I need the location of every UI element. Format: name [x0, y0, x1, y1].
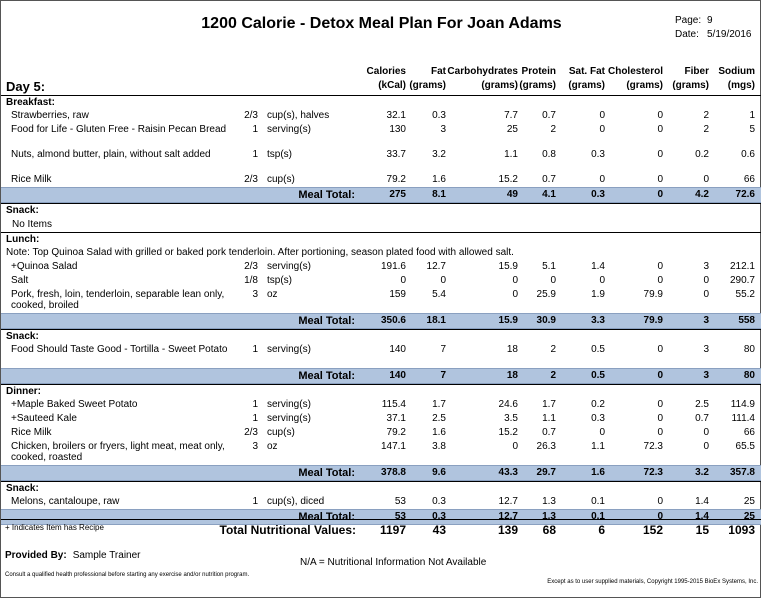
grand-total-label: Total Nutritional Values:: [219, 523, 356, 537]
food-carbohydrates: 15.9: [498, 261, 518, 272]
food-carbohydrates: 25: [506, 124, 518, 135]
food-carbohydrates: 0: [512, 289, 518, 300]
meal-total-fat: 8.1: [432, 189, 446, 200]
food-cholesterol: 0: [657, 149, 663, 160]
food-calories: 79.2: [386, 427, 406, 438]
provided-by-label: Provided By:: [5, 550, 67, 561]
meal-total-sodium: 357.8: [729, 467, 755, 478]
food-protein: 1.1: [542, 413, 556, 424]
food-sodium: 55.2: [735, 289, 755, 300]
meal-total-calories: 378.8: [380, 467, 406, 478]
food-fat: 7: [440, 344, 446, 355]
food-cholesterol: 0: [657, 261, 663, 272]
food-sat-fat: 0.3: [591, 149, 605, 160]
meal-total-fat: 18.1: [426, 315, 446, 326]
copyright-notice: Except as to user supplied materials, Copyright 1995-2015 BioEx Systems, Inc.: [547, 579, 758, 585]
food-sodium: 290.7: [729, 275, 755, 286]
food-name: Strawberries, raw: [11, 110, 89, 121]
meal-total-sodium: 558: [738, 315, 755, 326]
food-quantity: 1: [252, 496, 258, 507]
food-fiber: 0.2: [695, 149, 709, 160]
food-name: Melons, cantaloupe, raw: [11, 496, 120, 507]
column-header-sodium: Sodium (mgs): [718, 66, 755, 91]
food-carbohydrates: 7.7: [504, 110, 518, 121]
food-name: Rice Milk: [11, 427, 52, 438]
food-name: Pork, fresh, loin, tenderloin, separable lean only, cooked, broiled: [11, 289, 225, 311]
grand-total-carbohydrates: 139: [497, 523, 518, 537]
food-row: [1, 288, 761, 313]
food-fat: 0: [440, 275, 446, 286]
column-header-protein: Protein (grams): [519, 66, 556, 91]
food-unit: tsp(s): [267, 275, 292, 286]
meal-sections: [1, 95, 761, 525]
food-sodium: 25: [743, 496, 755, 507]
food-fiber: 0: [703, 441, 709, 452]
meal-total-carbohydrates: 15.9: [498, 315, 518, 326]
food-calories: 0: [400, 275, 406, 286]
food-cholesterol: 79.9: [643, 289, 663, 300]
meal-total-cholesterol: 0: [657, 370, 663, 381]
food-fiber: 0: [703, 427, 709, 438]
meal-section: [1, 95, 761, 203]
meal-total-protein: 1.3: [542, 511, 556, 522]
food-protein: 2: [550, 344, 556, 355]
meal-total-protein: 4.1: [542, 189, 556, 200]
food-carbohydrates: 0: [512, 441, 518, 452]
na-note: N/A = Nutritional Information Not Available: [300, 557, 487, 568]
meal-name: Lunch:: [6, 234, 40, 245]
food-protein: 5.1: [542, 261, 556, 272]
meal-name: Snack:: [6, 483, 39, 494]
recipe-legend: + Indicates Item has Recipe: [5, 523, 104, 532]
food-fat: 2.5: [432, 413, 446, 424]
page-number: [675, 15, 713, 26]
grand-total-row: [1, 519, 761, 540]
food-quantity: 2/3: [244, 174, 258, 185]
meal-total-sodium: 80: [743, 370, 755, 381]
food-carbohydrates: 1.1: [504, 149, 518, 160]
food-row: [1, 148, 761, 173]
food-fiber: 0: [703, 275, 709, 286]
grand-total-calories: 1197: [379, 523, 406, 537]
food-sodium: 114.9: [730, 399, 755, 410]
food-unit: cup(s), diced: [267, 496, 325, 507]
food-fiber: 0: [703, 289, 709, 300]
column-header-cholesterol: Cholesterol (grams): [607, 66, 663, 91]
food-carbohydrates: 0: [512, 275, 518, 286]
food-calories: 147.1: [380, 441, 406, 452]
meal-total-fiber: 3.2: [695, 467, 709, 478]
food-name: +Maple Baked Sweet Potato: [11, 399, 138, 410]
food-fat: 1.6: [432, 427, 446, 438]
meal-total-calories: 275: [389, 189, 406, 200]
food-sat-fat: 0.5: [591, 344, 605, 355]
food-row: [1, 426, 761, 440]
food-row: [1, 109, 761, 123]
food-fiber: 0: [703, 174, 709, 185]
page-title: 1200 Calorie - Detox Meal Plan For Joan Adams: [201, 15, 562, 32]
meal-total-label: Meal Total:: [298, 189, 355, 201]
food-quantity: 1: [252, 344, 258, 355]
food-cholesterol: 0: [657, 427, 663, 438]
food-unit: serving(s): [267, 344, 311, 355]
food-quantity: 1: [252, 124, 258, 135]
no-items-text: No Items: [12, 219, 53, 230]
food-fat: 0.3: [432, 496, 446, 507]
food-sodium: 0.6: [741, 149, 755, 160]
meal-note: Note: Top Quinoa Salad with grilled or baked pork tenderloin. After portioning, season plated food with allowed salt.: [6, 247, 514, 258]
food-quantity: 2/3: [244, 261, 258, 272]
food-name: +Quinoa Salad: [11, 261, 78, 272]
food-cholesterol: 0: [657, 413, 663, 424]
day-label: Day 5:: [6, 79, 46, 94]
meal-total-sodium: 72.6: [735, 189, 755, 200]
meal-total-label: Meal Total:: [298, 315, 355, 327]
meal-total-protein: 29.7: [536, 467, 556, 478]
meal-total-cholesterol: 0: [657, 511, 663, 522]
meal-total-fat: 7: [440, 370, 446, 381]
food-protein: 25.9: [536, 289, 556, 300]
food-quantity: 1: [252, 413, 258, 424]
day-header: [1, 65, 761, 95]
food-fat: 0.3: [432, 110, 446, 121]
meal-total-sat-fat: 0.5: [591, 370, 605, 381]
food-unit: serving(s): [267, 413, 311, 424]
meal-total-row: [1, 465, 761, 481]
food-unit: oz: [267, 289, 278, 300]
food-calories: 37.1: [386, 413, 406, 424]
food-sodium: 212.1: [729, 261, 755, 272]
food-unit: serving(s): [267, 124, 311, 135]
meal-total-calories: 350.6: [380, 315, 406, 326]
food-carbohydrates: 15.2: [498, 174, 518, 185]
food-unit: tsp(s): [267, 149, 292, 160]
food-cholesterol: 0: [657, 399, 663, 410]
food-calories: 79.2: [386, 174, 406, 185]
meal-total-cholesterol: 72.3: [643, 467, 663, 478]
food-calories: 130: [389, 124, 406, 135]
food-carbohydrates: 15.2: [498, 427, 518, 438]
food-protein: 26.3: [536, 441, 556, 452]
food-fiber: 2: [703, 110, 709, 121]
food-sodium: 80: [743, 344, 755, 355]
meal-total-sat-fat: 0.3: [591, 189, 605, 200]
food-quantity: 3: [252, 289, 258, 300]
food-cholesterol: 0: [657, 496, 663, 507]
food-carbohydrates: 18: [506, 344, 518, 355]
meal-total-protein: 30.9: [536, 315, 556, 326]
food-fiber: 2: [703, 124, 709, 135]
meal-total-calories: 53: [394, 511, 406, 522]
meal-total-cholesterol: 0: [657, 189, 663, 200]
consult-disclaimer: Consult a qualified health professional before starting any exercise and/or nutrition program.: [5, 572, 250, 578]
food-fiber: 0.7: [695, 413, 709, 424]
food-fat: 5.4: [432, 289, 446, 300]
food-name: Rice Milk: [11, 174, 52, 185]
report-date: [675, 29, 752, 40]
food-protein: 0.8: [542, 149, 556, 160]
food-calories: 32.1: [386, 110, 406, 121]
food-carbohydrates: 12.7: [498, 496, 518, 507]
meal-total-calories: 140: [389, 370, 406, 381]
food-sat-fat: 0: [599, 124, 605, 135]
food-sodium: 5: [749, 124, 755, 135]
page-number-label: Page:: [675, 15, 702, 26]
meal-total-row: [1, 187, 761, 203]
meal-total-sat-fat: 0.1: [591, 511, 605, 522]
food-sodium: 111.4: [731, 413, 755, 424]
food-name: Salt: [11, 275, 29, 286]
column-header-sat-fat: Sat. Fat (grams): [568, 66, 605, 91]
food-unit: serving(s): [267, 399, 311, 410]
food-sat-fat: 1.4: [591, 261, 605, 272]
food-cholesterol: 0: [657, 124, 663, 135]
column-header-carbohydrates: Carbohydrates (grams): [447, 66, 518, 91]
food-carbohydrates: 24.6: [498, 399, 518, 410]
meal-total-label: Meal Total:: [298, 370, 355, 382]
grand-total-cholesterol: 152: [642, 523, 663, 537]
food-quantity: 1: [252, 149, 258, 160]
food-cholesterol: 0: [657, 174, 663, 185]
meal-total-fat: 9.6: [432, 467, 446, 478]
food-sat-fat: 0.3: [591, 413, 605, 424]
food-protein: 1.7: [542, 399, 556, 410]
page-number-value: 9: [707, 15, 713, 26]
meal-total-fiber: 3: [703, 370, 709, 381]
grand-total-sodium: 1093: [728, 523, 755, 537]
food-calories: 140: [389, 344, 406, 355]
food-sodium: 65.5: [735, 441, 755, 452]
meal-section: [1, 203, 761, 232]
food-name: Food Should Taste Good - Tortilla - Sweet Potato: [11, 344, 228, 355]
meal-total-fiber: 4.2: [695, 189, 709, 200]
food-cholesterol: 0: [657, 344, 663, 355]
meal-section: [1, 384, 761, 481]
grand-total-sat-fat: 6: [598, 523, 605, 537]
food-quantity: 1: [252, 399, 258, 410]
food-unit: oz: [267, 441, 278, 452]
food-row: [1, 274, 761, 288]
food-unit: cup(s): [267, 174, 295, 185]
meal-total-fiber: 1.4: [695, 511, 709, 522]
provided-by: [5, 550, 141, 561]
meal-section: [1, 232, 761, 329]
food-sodium: 66: [743, 174, 755, 185]
food-row: [1, 260, 761, 274]
meal-total-carbohydrates: 12.7: [498, 511, 518, 522]
food-sodium: 66: [743, 427, 755, 438]
meal-total-carbohydrates: 49: [506, 189, 518, 200]
food-fiber: 1.4: [695, 496, 709, 507]
food-protein: 2: [550, 124, 556, 135]
meal-total-row: [1, 313, 761, 329]
food-calories: 115.4: [381, 399, 406, 410]
column-header-fat: Fat (grams): [409, 66, 446, 91]
meal-name: Snack:: [6, 331, 39, 342]
food-protein: 1.3: [542, 496, 556, 507]
meal-name: Dinner:: [6, 386, 41, 397]
food-unit: cup(s): [267, 427, 295, 438]
food-calories: 53: [394, 496, 406, 507]
food-protein: 0.7: [542, 110, 556, 121]
food-row: [1, 398, 761, 412]
food-sat-fat: 0: [599, 275, 605, 286]
meal-total-cholesterol: 79.9: [643, 315, 663, 326]
food-row: [1, 173, 761, 187]
food-quantity: 2/3: [244, 427, 258, 438]
meal-name: Snack:: [6, 205, 39, 216]
meal-total-label: Meal Total:: [298, 511, 355, 523]
food-row: [1, 412, 761, 426]
food-unit: cup(s), halves: [267, 110, 330, 121]
meal-total-protein: 2: [550, 370, 556, 381]
meal-total-sat-fat: 3.3: [591, 315, 605, 326]
food-protein: 0.7: [542, 427, 556, 438]
meal-total-carbohydrates: 18: [506, 370, 518, 381]
grand-total-protein: 68: [542, 523, 556, 537]
column-header-calories: Calories (kCal): [366, 66, 406, 91]
food-name: Chicken, broilers or fryers, light meat, meat only, cooked, roasted: [11, 441, 225, 463]
food-sat-fat: 1.9: [591, 289, 605, 300]
food-name: Food for Life - Gluten Free - Raisin Pecan Bread: [11, 124, 227, 135]
meal-total-row: [1, 368, 761, 384]
meal-total-label: Meal Total:: [298, 467, 355, 479]
food-carbohydrates: 3.5: [504, 413, 518, 424]
meal-section: [1, 329, 761, 384]
food-name: Nuts, almond butter, plain, without salt added: [11, 149, 211, 160]
grand-total-fat: 43: [432, 523, 446, 537]
meal-total-sodium: 25: [743, 511, 755, 522]
food-fiber: 3: [703, 344, 709, 355]
food-row: [1, 123, 761, 148]
food-row: [1, 343, 761, 368]
food-row: [1, 495, 761, 509]
food-quantity: 1/8: [244, 275, 258, 286]
food-fiber: 3: [703, 261, 709, 272]
meal-name: Breakfast:: [6, 97, 55, 108]
food-sat-fat: 0: [599, 110, 605, 121]
food-sat-fat: 0: [599, 174, 605, 185]
food-fat: 3: [440, 124, 446, 135]
food-fat: 1.7: [432, 399, 446, 410]
grand-total-fiber: 15: [695, 523, 709, 537]
provided-by-value: Sample Trainer: [72, 550, 141, 561]
food-unit: serving(s): [267, 261, 311, 272]
report-date-value: 5/19/2016: [707, 29, 752, 40]
food-sat-fat: 0: [599, 427, 605, 438]
food-name: +Sauteed Kale: [11, 413, 77, 424]
food-sat-fat: 1.1: [591, 441, 605, 452]
meal-total-sat-fat: 1.6: [591, 467, 605, 478]
food-calories: 191.6: [380, 261, 406, 272]
meal-total-carbohydrates: 43.3: [498, 467, 518, 478]
report-date-label: Date:: [675, 29, 699, 40]
food-quantity: 2/3: [244, 110, 258, 121]
food-protein: 0.7: [542, 174, 556, 185]
food-cholesterol: 72.3: [643, 441, 663, 452]
food-quantity: 3: [252, 441, 258, 452]
meal-total-fiber: 3: [703, 315, 709, 326]
food-calories: 33.7: [386, 149, 406, 160]
food-calories: 159: [389, 289, 406, 300]
food-sat-fat: 0.1: [591, 496, 605, 507]
food-protein: 0: [550, 275, 556, 286]
food-cholesterol: 0: [657, 275, 663, 286]
food-sodium: 1: [749, 110, 755, 121]
food-fat: 12.7: [426, 261, 446, 272]
food-cholesterol: 0: [657, 110, 663, 121]
food-row: [1, 440, 761, 465]
meal-total-fat: 0.3: [432, 511, 446, 522]
food-sat-fat: 0.2: [591, 399, 605, 410]
column-header-fiber: Fiber (grams): [672, 66, 709, 91]
food-fat: 1.6: [432, 174, 446, 185]
food-fat: 3.8: [432, 441, 446, 452]
food-fiber: 2.5: [695, 399, 709, 410]
food-fat: 3.2: [432, 149, 446, 160]
